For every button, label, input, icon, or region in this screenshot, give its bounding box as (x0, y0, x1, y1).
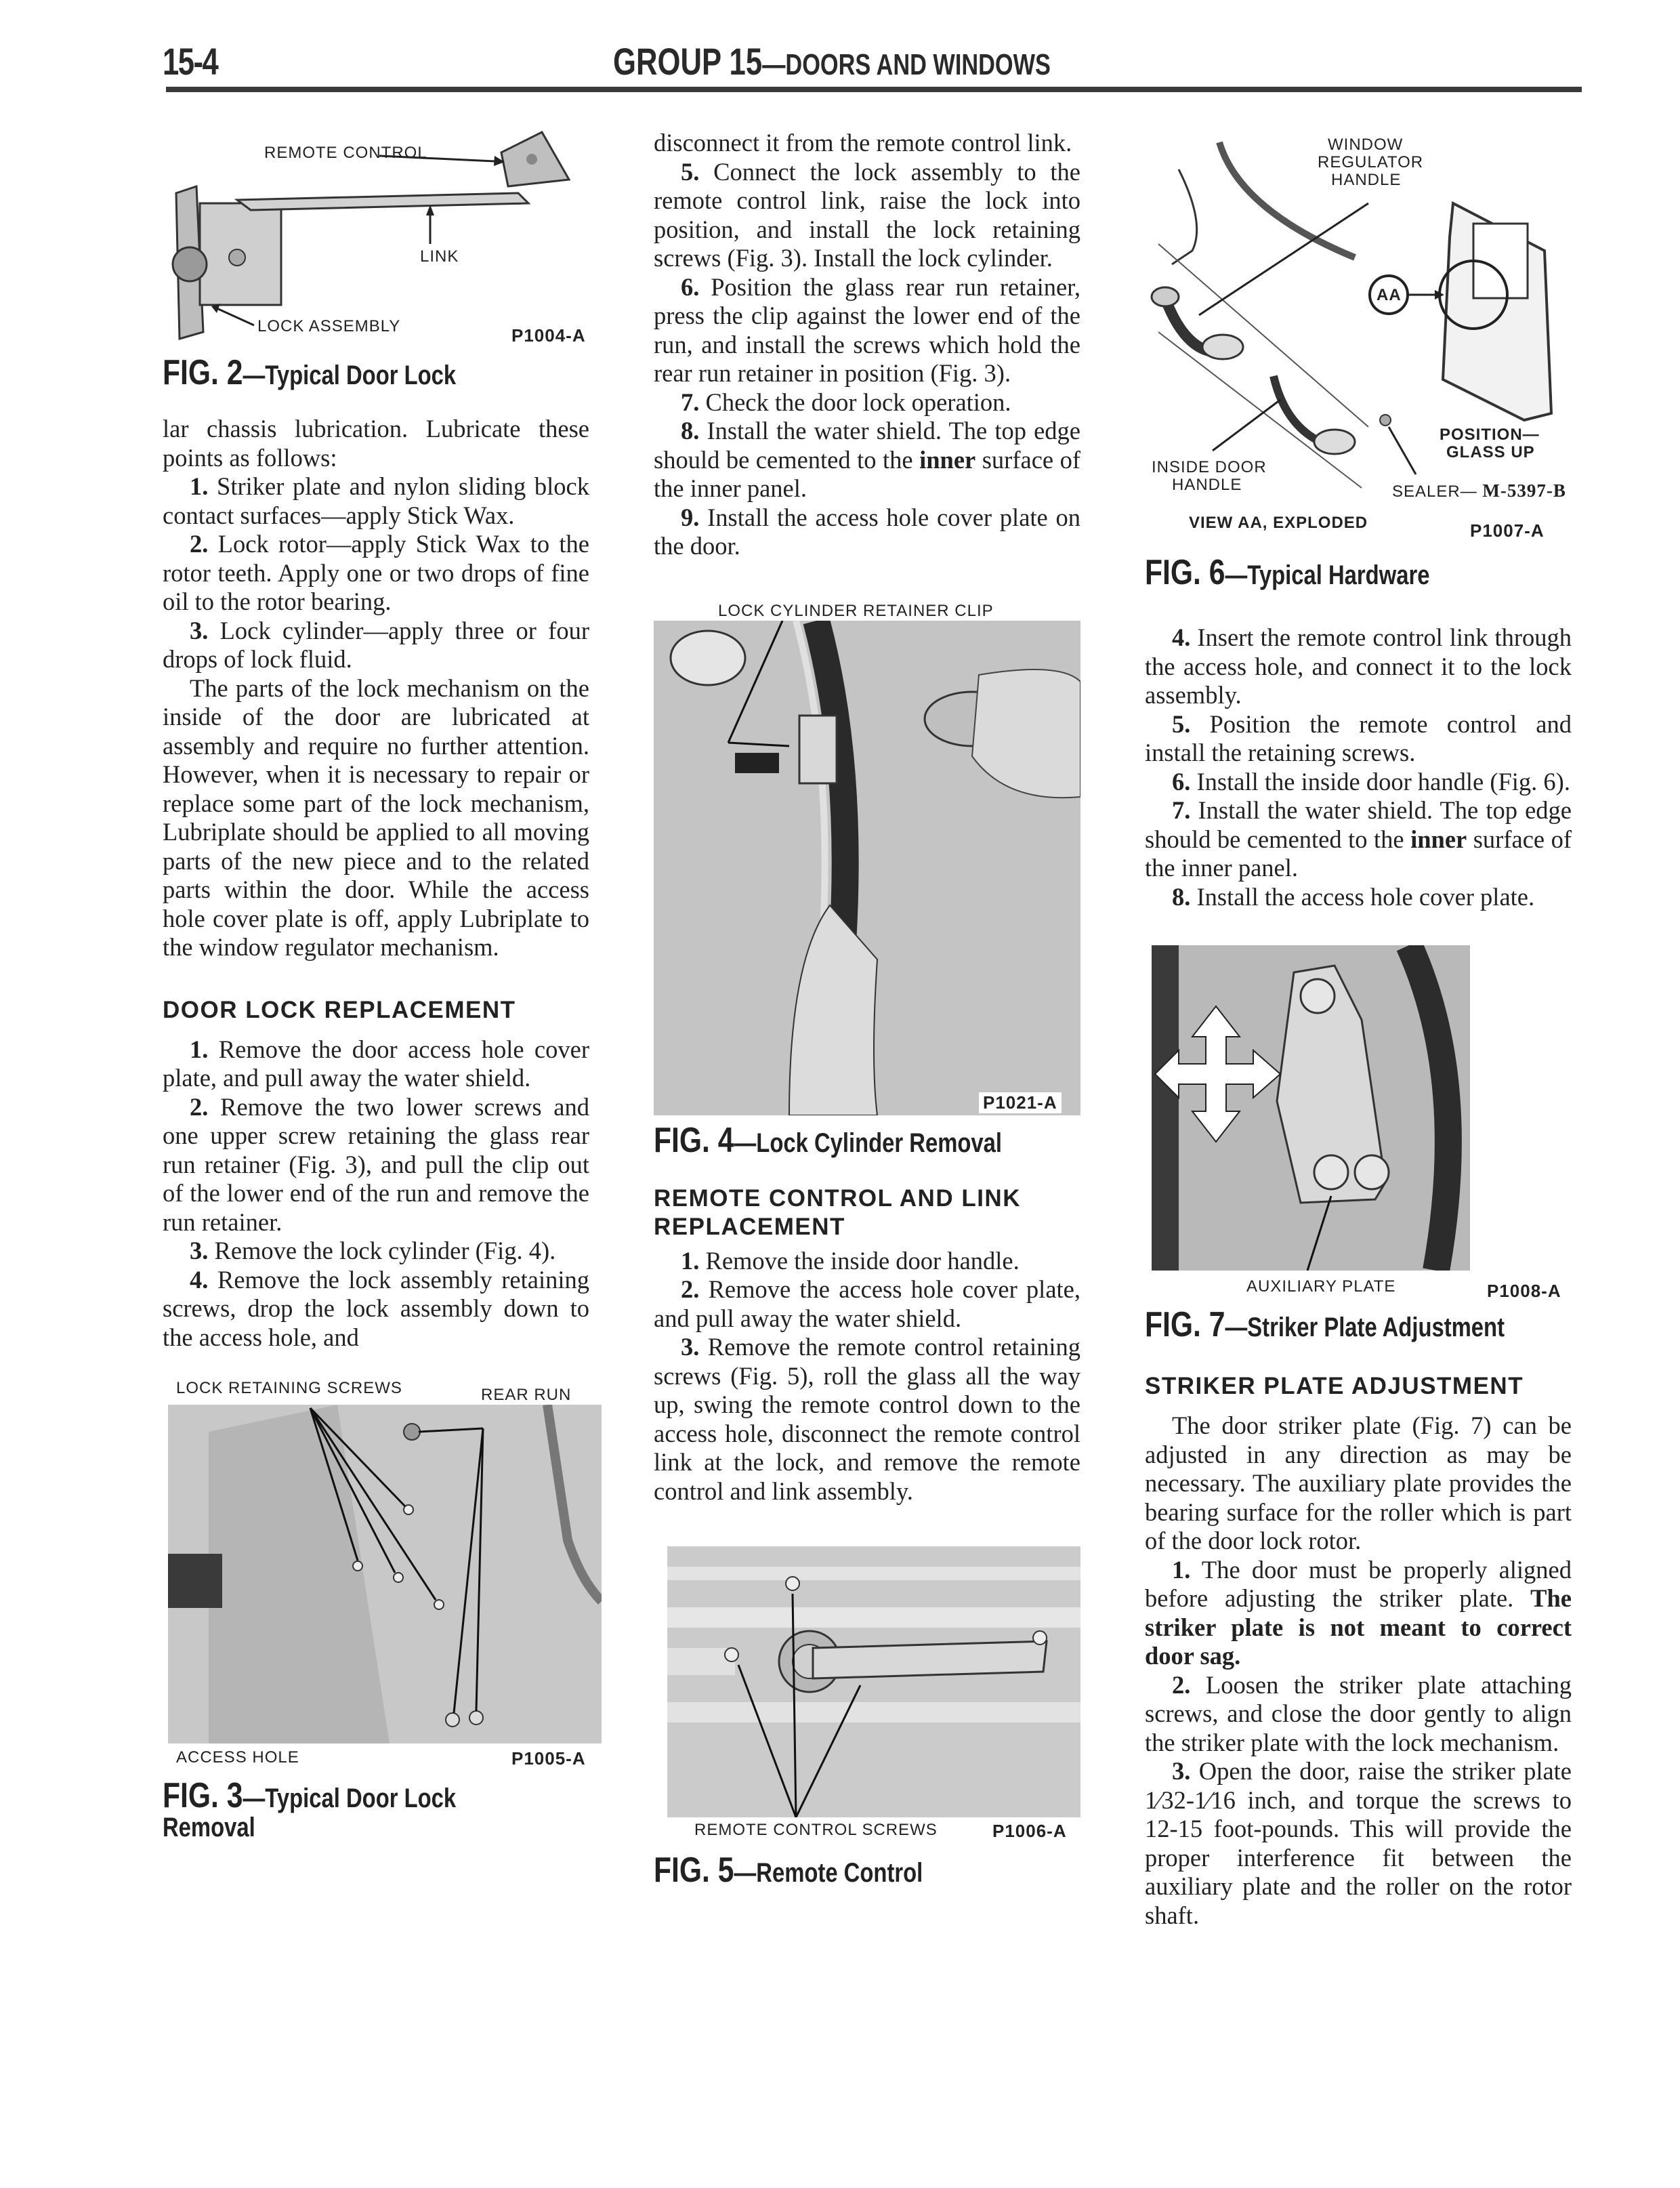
figure-caption: FIG. 5—Remote Control (654, 1851, 923, 1890)
remote-control-screws-label: REMOTE CONTROL SCREWS (694, 1821, 938, 1839)
figure-3 (163, 1379, 589, 1867)
striker-intro: The door striker plate (Fig. 7) can be adjusted in any direction as may be necessary. The auxiliary plate provides the bearing surface for the roller which is part of the door lock rotor. (1145, 1411, 1572, 1554)
retainer-clip-label: LOCK CYLINDER RETAINER CLIP (718, 601, 994, 620)
page-number: 15-4 (163, 40, 218, 83)
window-regulator-label-3: HANDLE (1331, 171, 1402, 189)
group-title: DOORS AND WINDOWS (785, 48, 1051, 81)
step: 8. Install the access hole cover plate. (1172, 882, 1535, 911)
intro-text: lar chassis lubrication. Lubricate these points as follows: (163, 415, 589, 472)
view-aa-exploded-label: VIEW AA, EXPLODED (1189, 514, 1368, 532)
lube-step: 1. Striker plate and nylon sliding block contact surfaces—apply Stick Wax. (163, 472, 589, 529)
rear-run-label-1: REAR RUN (481, 1386, 572, 1404)
step: 4. Remove the lock assembly retaining screws, drop the lock assembly down to the access hole, and (163, 1265, 589, 1351)
remote-control-label: REMOTE CONTROL (264, 144, 427, 162)
auxiliary-plate-label: AUXILIARY PLATE (1246, 1277, 1396, 1296)
step: 8. Install the water shield. The top edge should be cemented to the inner surface of the inner panel. (654, 417, 1080, 502)
step: 1. Remove the inside door handle. (681, 1246, 1020, 1275)
position-label-2: GLASS UP (1446, 443, 1535, 461)
step: 3. Open the door, raise the striker plate 1⁄32-1⁄16 inch, and torque the screws to 12-15 foot-pounds. This will provide the proper interference fit between the auxiliary plate and the roller on the rotor shaft. (1145, 1757, 1572, 1929)
step: 7. Check the door lock operation. (681, 388, 1011, 416)
sealer-label: SEALER— M-5397-B (1392, 480, 1566, 501)
figure-4 (654, 602, 1080, 1171)
figure-code: P1006-A (992, 1821, 1067, 1841)
step: 3. Remove the lock cylinder (Fig. 4). (190, 1237, 556, 1264)
figure-code: P1007-A (1470, 520, 1545, 541)
figure-6 (1145, 129, 1572, 603)
step: 1. Remove the door access hole cover plate, and pull away the water shield. (163, 1035, 589, 1092)
left-column (163, 129, 589, 1867)
group-separator: — (762, 48, 786, 81)
step: 2. Remove the two lower screws and one upper screw retaining the glass rear run retainer (Fig. 3), and pull the clip out of the lower end of the run and remove the run retainer. (163, 1092, 589, 1236)
lock-retaining-screws-label: LOCK RETAINING SCREWS (176, 1379, 402, 1397)
figure-7 (1145, 945, 1572, 1345)
figure-code: P1021-A (979, 1092, 1062, 1113)
inside-door-handle-label-1: INSIDE DOOR (1152, 458, 1267, 476)
position-label-1: POSITION— (1440, 426, 1540, 444)
lubrication-paragraph: The parts of the lock mechanism on the inside of the door are lubricated at assembly and require no further attention. However, when it is necessary to repair or replace some part of the lock mechanism, Lubriplate should be applied to all moving parts of the new piece and to the related parts within the door. While the access hole cover plate is off, apply Lubriplate to the window regulator mechanism. (163, 674, 589, 961)
figure-caption: FIG. 2—Typical Door Lock (163, 353, 457, 392)
access-hole-label: ACCESS HOLE (176, 1748, 299, 1767)
figure-caption: FIG. 6—Typical Hardware (1145, 553, 1430, 592)
step: 2. Loosen the striker plate attaching screws, and close the door gently to align the striker plate with the lock mechanism. (1145, 1670, 1572, 1756)
step: 4. Insert the remote control link through the access hole, and connect it to the lock assembly. (1145, 623, 1572, 709)
header-rule (166, 87, 1582, 92)
view-aa-marker: AA (1377, 286, 1402, 304)
lube-step: 2. Lock rotor—apply Stick Wax to the rotor teeth. Apply one or two drops of fine oil to the rotor bearing. (163, 530, 589, 615)
lock-cylinder-removal-photo (654, 621, 1080, 1115)
door-lock-removal-photo (168, 1405, 602, 1743)
section-heading-door-lock-replacement: DOOR LOCK REPLACEMENT (163, 996, 516, 1023)
striker-plate-photo (1152, 945, 1470, 1271)
figure-caption: FIG. 3—Typical Door Lock (163, 1776, 457, 1815)
link-label: LINK (420, 247, 459, 266)
figure-code: P1005-A (511, 1748, 586, 1769)
figure-2 (163, 129, 589, 400)
step: 5. Connect the lock assembly to the remote control link, raise the lock into position, and install the lock retaining screws (Fig. 3). Install the lock cylinder. (654, 157, 1080, 272)
step: 1. The door must be properly aligned before adjusting the striker plate. The striker plate is not meant to correct door sag. (1145, 1555, 1572, 1670)
figure-code: P1008-A (1487, 1281, 1561, 1301)
section-heading-striker-plate: STRIKER PLATE ADJUSTMENT (1145, 1373, 1524, 1399)
group-label: GROUP 15 (613, 40, 763, 83)
lock-assembly-label: LOCK ASSEMBLY (257, 317, 401, 335)
figure-code: P1004-A (511, 325, 586, 346)
right-column (1145, 129, 1572, 1930)
figure-caption: FIG. 7—Striker Plate Adjustment (1145, 1305, 1505, 1344)
remote-control-photo (667, 1546, 1080, 1817)
middle-column (654, 129, 1080, 1899)
step: 6. Install the inside door handle (Fig. 6). (1172, 767, 1570, 796)
step: 6. Position the glass rear run retainer, press the clip against the lower end of the run, and install the screws which hold the rear run retainer in position (Fig. 3). (654, 272, 1080, 387)
step: 3. Remove the remote control retaining screws (Fig. 5), roll the glass all the way up, swing the remote control down to the access hole, disconnect the remote control link at the lock, and remove the remote control and link assembly. (654, 1333, 1080, 1505)
figure-caption-line2: Removal (163, 1813, 255, 1842)
figure-caption: FIG. 4—Lock Cylinder Removal (654, 1120, 1003, 1160)
section-heading-remote-control: REMOTE CONTROL AND LINK REPLACEMENT (654, 1184, 1021, 1240)
continuation-text: disconnect it from the remote control link. (654, 129, 1072, 157)
step: 9. Install the access hole cover plate on the door. (654, 503, 1080, 560)
window-regulator-label-2: REGULATOR (1318, 153, 1424, 171)
inside-door-handle-label-2: HANDLE (1172, 476, 1242, 494)
page-header-title (613, 39, 1051, 83)
window-regulator-label-1: WINDOW (1328, 136, 1404, 154)
step: 2. Remove the access hole cover plate, and pull away the water shield. (654, 1275, 1080, 1332)
figure-5 (654, 1546, 1080, 1899)
step: 7. Install the water shield. The top edge should be cemented to the inner surface of the inner panel. (1145, 796, 1572, 882)
lube-step: 3. Lock cylinder—apply three or four drops of lock fluid. (163, 616, 589, 673)
step: 5. Position the remote control and install the retaining screws. (1145, 709, 1572, 766)
